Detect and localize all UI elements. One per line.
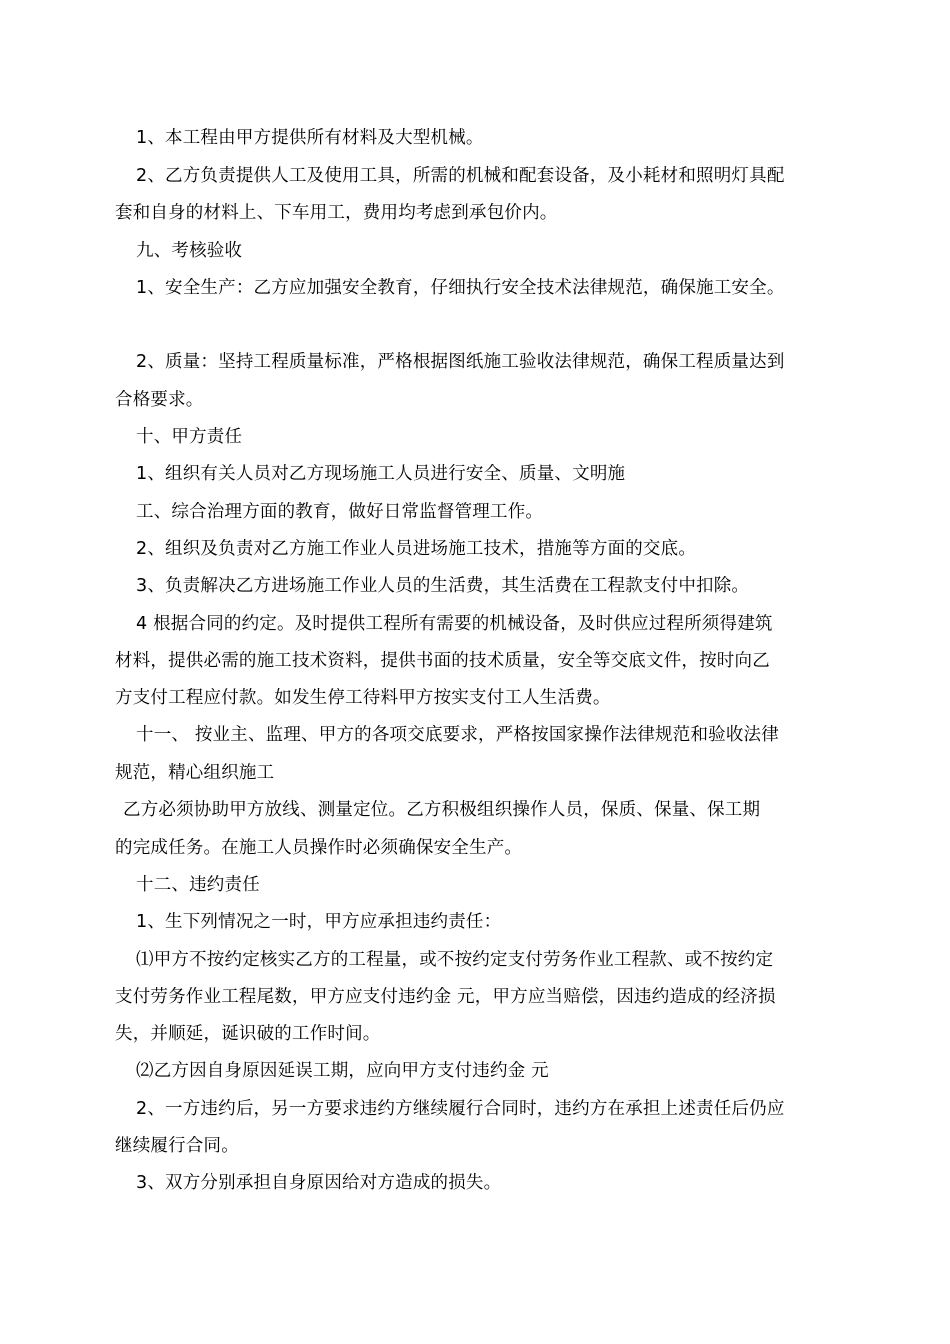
text-line: 继续履行合同。 xyxy=(115,1136,239,1156)
text-line: 3、负责解决乙方进场施工作业人员的生活费，其生活费在工程款支付中扣除。 xyxy=(136,576,750,596)
text-line: 2、一方违约后，另一方要求违约方继续履行合同时，违约方在承担上述责任后仍应 xyxy=(136,1099,785,1119)
text-line: 乙方必须协助甲方放线、测量定位。乙方积极组织操作人员，保质、保量、保工期 xyxy=(123,800,761,820)
text-line: 的完成任务。在施工人员操作时必须确保安全生产。 xyxy=(115,838,523,858)
text-line: 1、安全生产：乙方应加强安全教育，仔细执行安全技术法律规范，确保施工安全。 xyxy=(136,278,785,298)
text-line: 合格要求。 xyxy=(115,390,204,410)
text-line: 1、生下列情况之一时，甲方应承担违约责任： xyxy=(136,912,502,932)
text-line: 工、综合治理方面的教育，做好日常监督管理工作。 xyxy=(136,502,544,522)
text-line: ⑴甲方不按约定核实乙方的工程量，或不按约定支付劳务作业工程款、或不按约定 xyxy=(136,950,774,970)
text-line: 3、双方分别承担自身原因给对方造成的损失。 xyxy=(136,1173,502,1193)
text-line: 2、质量：坚持工程质量标准，严格根据图纸施工验收法律规范，确保工程质量达到 xyxy=(136,352,785,372)
section-heading: 十一、 按业主、监理、甲方的各项交底要求，严格按国家操作法律规范和验收法律 xyxy=(136,725,779,745)
text-line: 1、本工程由甲方提供所有材料及大型机械。 xyxy=(136,128,484,148)
section-heading: 十二、违约责任 xyxy=(136,875,260,895)
text-line: 4 根据合同的约定。及时提供工程所有需要的机械设备，及时供应过程所须得建筑 xyxy=(136,614,773,634)
text-line: 套和自身的材料上、下车用工，费用均考虑到承包价内。 xyxy=(115,203,558,223)
text-line: 材料，提供必需的施工技术资料，提供书面的技术质量，安全等交底文件，按时向乙 xyxy=(115,651,770,671)
text-line: 失，并顺延，诞识破的工作时间。 xyxy=(115,1024,381,1044)
text-line: 方支付工程应付款。如发生停工待料甲方按实支付工人生活费。 xyxy=(115,688,611,708)
text-line: 2、组织及负责对乙方施工作业人员进场施工技术，措施等方面的交底。 xyxy=(136,539,697,559)
text-line: 规范，精心组织施工 xyxy=(115,763,275,783)
text-line: 支付劳务作业工程尾数，甲方应支付违约金 元，甲方应当赔偿，因违约造成的经济损 xyxy=(115,987,776,1007)
section-heading: 九、考核验收 xyxy=(136,241,243,261)
section-heading: 十、甲方责任 xyxy=(136,427,243,447)
text-line: ⑵乙方因自身原因延误工期，应向甲方支付违约金 元 xyxy=(136,1061,549,1081)
text-line: 2、乙方负责提供人工及使用工具，所需的机械和配套设备，及小耗材和照明灯具配 xyxy=(136,166,785,186)
text-line: 1、组织有关人员对乙方现场施工人员进行安全、质量、文明施 xyxy=(136,464,626,484)
